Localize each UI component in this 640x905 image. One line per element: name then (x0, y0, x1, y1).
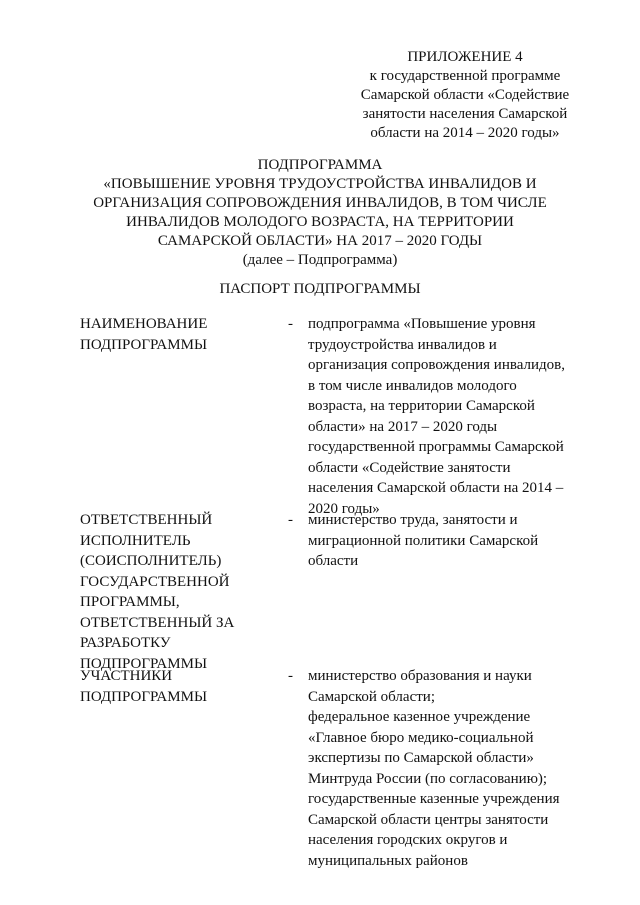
row-value-line: государственные казенные учреждения (308, 791, 560, 807)
row-value-line: Минтруда России (по согласованию); (308, 770, 548, 787)
row-value-line: населения Самарской области на 2014 – (308, 480, 564, 496)
row-dash: - (288, 668, 293, 684)
row-value (308, 510, 573, 572)
passport-heading: ПАСПОРТ ПОДПРОГРАММЫ (219, 281, 421, 297)
row-label-line: ПОДПРОГРАММЫ (80, 336, 208, 353)
row-label-line: УЧАСТНИКИ (80, 668, 173, 684)
row-label-line: ПОДПРОГРАММЫ (80, 655, 208, 672)
row-value (308, 666, 573, 871)
row-value-line: области «Содействие занятости (308, 459, 511, 476)
title-line: САМАРСКОЙ ОБЛАСТИ» НА 2017 – 2020 ГОДЫ (157, 233, 483, 249)
appendix-line: области на 2014 – 2020 годы» (370, 125, 560, 141)
appendix-header (340, 48, 590, 143)
row-value-line: подпрограмма «Повышение уровня (308, 316, 536, 332)
row-label-line: ОТВЕТСТВЕННЫЙ ЗА (80, 614, 235, 631)
row-value-line: государственной программы Самарской (308, 439, 564, 455)
row-value-line: министерство труда, занятости и (308, 512, 518, 528)
row-value-line: организация сопровождения инвалидов, (308, 357, 566, 373)
row-label-line: НАИМЕНОВАНИЕ (80, 316, 208, 332)
row-label-line: РАЗРАБОТКУ (80, 635, 171, 651)
row-label-line: ГОСУДАРСТВЕННОЙ (80, 573, 230, 590)
row-value-line: «Главное бюро медико-социальной (308, 729, 534, 746)
row-label (80, 666, 280, 707)
row-label (80, 510, 280, 674)
row-value-line: области» на 2017 – 2020 годы (308, 418, 498, 435)
row-value-line: трудоустройства инвалидов и (308, 336, 497, 353)
title-line: ИНВАЛИДОВ МОЛОДОГО ВОЗРАСТА, НА ТЕРРИТОРИИ (126, 214, 514, 230)
row-label-line: ОТВЕТСТВЕННЫЙ (80, 512, 213, 528)
appendix-line: занятости населения Самарской (362, 106, 568, 122)
row-value-line: в том числе инвалидов молодого (308, 377, 517, 394)
subprogram-title (90, 156, 550, 270)
appendix-line: к государственной программе (369, 68, 561, 84)
row-value-line: возраста, на территории Самарской (308, 398, 535, 414)
row-label-line: ИСПОЛНИТЕЛЬ (80, 532, 191, 549)
row-value-line: экспертизы по Самарской области» (308, 750, 534, 766)
row-value-line: федеральное казенное учреждение (308, 709, 531, 725)
row-label-line: (СОИСПОЛНИТЕЛЬ) (80, 553, 222, 569)
row-value-line: миграционной политики Самарской (308, 532, 539, 549)
row-value-line: области (308, 553, 359, 569)
row-value-line: 2020 годы» (308, 500, 380, 517)
row-value-line: Самарской области центры занятости (308, 811, 549, 828)
appendix-line: ПРИЛОЖЕНИЕ 4 (407, 49, 523, 65)
appendix-line: Самарской области «Содействие (360, 87, 570, 103)
row-dash: - (288, 316, 293, 332)
row-value (308, 314, 573, 519)
title-line: «ПОВЫШЕНИЕ УРОВНЯ ТРУДОУСТРОЙСТВА ИНВАЛИДОВ И (103, 176, 537, 192)
row-value-line: населения городских округов и (308, 832, 508, 848)
title-line: ПОДПРОГРАММА (257, 157, 383, 173)
title-line: ОРГАНИЗАЦИЯ СОПРОВОЖДЕНИЯ ИНВАЛИДОВ, В ТОМ ЧИСЛЕ (93, 195, 547, 211)
row-label-line: ПРОГРАММЫ, (80, 594, 180, 610)
row-value-line: муниципальных районов (308, 852, 468, 869)
row-label (80, 314, 280, 355)
title-line: (далее – Подпрограмма) (242, 252, 398, 268)
row-dash: - (288, 512, 293, 528)
row-value-line: Самарской области; (308, 688, 435, 705)
row-value-line: министерство образования и науки (308, 668, 532, 684)
row-label-line: ПОДПРОГРАММЫ (80, 688, 208, 705)
